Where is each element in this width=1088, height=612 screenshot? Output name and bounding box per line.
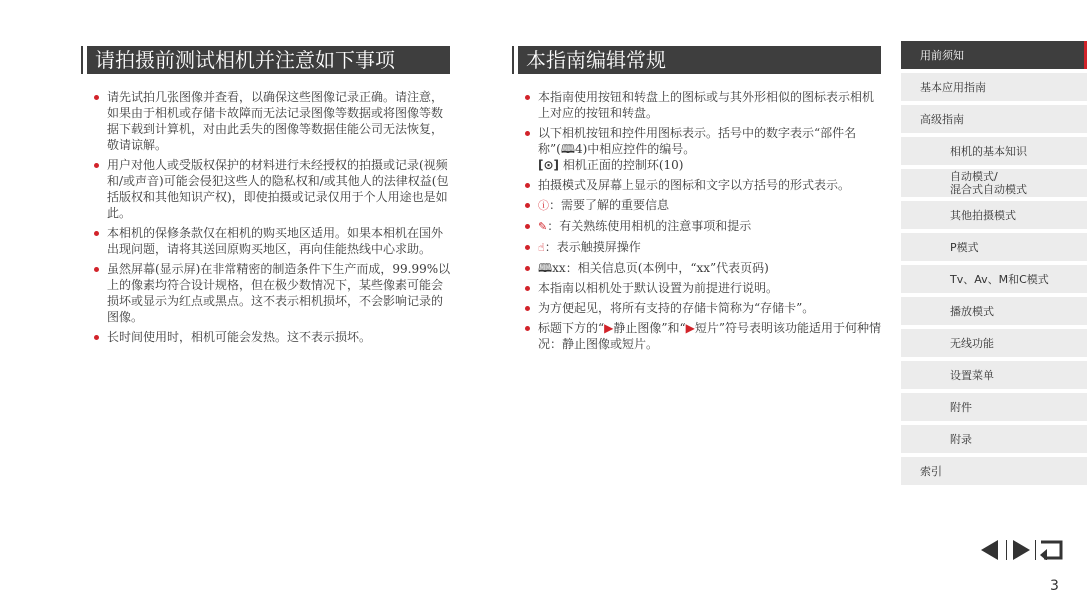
sidebar-item-basic-guide[interactable]: 基本应用指南: [901, 73, 1087, 101]
list-item: [⊙] 相机正面的控制环(10): [538, 158, 684, 172]
list-item: 标题下方的“▶静止图像”和“▶短片”符号表明该功能适用于何种情况：静止图像或短片。: [523, 320, 883, 352]
control-ring-icon: ⊙: [543, 158, 554, 172]
sidebar-item-tv-av-m-c-modes[interactable]: Tv、Av、M和C模式: [901, 265, 1087, 293]
movie-marker-icon: ▶: [685, 321, 695, 335]
arrow-right-icon: [1013, 540, 1030, 560]
list-item: 🕮xx：相关信息页(本例中，“xx”代表页码): [523, 260, 883, 276]
list-item: ☝：表示触摸屏操作: [523, 239, 883, 256]
list-item: 本指南以相机处于默认设置为前提进行说明。: [523, 280, 883, 296]
nav-divider: [1035, 540, 1036, 560]
list-item: 为方便起见，将所有支持的存储卡简称为“存储卡”。: [523, 300, 883, 316]
touch-icon: ☝: [538, 241, 545, 254]
page-number: 3: [1050, 578, 1059, 594]
sidebar-item-advanced-guide[interactable]: 高级指南: [901, 105, 1087, 133]
list-item: 虽然屏幕(显示屏)在非常精密的制造条件下生产而成，99.99%以上的像素均符合设计规格，但在极少数情况下，某些像素可能会损坏或显示为红点或黑点。这不表示相机损坏，不会影响记录的图像。: [92, 261, 454, 325]
list-item: 请先试拍几张图像并查看，以确保这些图像记录正确。请注意，如果由于相机或存储卡故障而无法记录图像等数据或将图像等数据下载到计算机，对由此丢失的图像等数据佳能公司无法恢复，敬请谅解。: [92, 89, 454, 153]
list-item: 用户对他人或受版权保护的材料进行未经授权的拍摄或记录(视频和/或声音)可能会侵犯这些人的隐私权和/或其他人的法律权益(包括版权和其他知识产权)，即使拍摄或记录仅用于个人用途也是如此。: [92, 157, 454, 221]
sidebar-item-p-mode[interactable]: P模式: [901, 233, 1087, 261]
sidebar-item-playback-mode[interactable]: 播放模式: [901, 297, 1087, 325]
nav-divider: [1006, 540, 1007, 560]
sidebar-item-other-shooting-modes[interactable]: 其他拍摄模式: [901, 201, 1087, 229]
list-item: 拍摄模式及屏幕上显示的图标和文字以方括号的形式表示。: [523, 177, 883, 193]
return-icon: [1038, 540, 1064, 560]
book-icon: 🕮: [538, 261, 553, 275]
list-item: ⓘ：需要了解的重要信息: [523, 197, 883, 214]
list-item: 长时间使用时，相机可能会发热。这不表示损坏。: [92, 329, 454, 345]
sidebar-item-accessories[interactable]: 附件: [901, 393, 1087, 421]
previous-page-button[interactable]: [981, 540, 998, 560]
next-page-button[interactable]: [1013, 540, 1030, 560]
sidebar-item-index[interactable]: 索引: [901, 457, 1087, 485]
sidebar-item-auto-mode[interactable]: 自动模式/ 混合式自动模式: [901, 169, 1087, 197]
sidebar-item-appendix[interactable]: 附录: [901, 425, 1087, 453]
sidebar-item-before-use[interactable]: 用前须知: [901, 41, 1087, 69]
still-image-marker-icon: ▶: [604, 321, 614, 335]
pencil-icon: ✎: [538, 220, 548, 233]
sidebar-item-camera-basics[interactable]: 相机的基本知识: [901, 137, 1087, 165]
book-icon: 🕮: [560, 142, 575, 156]
section-title-conventions: 本指南编辑常规: [515, 46, 881, 74]
important-icon: ⓘ: [538, 199, 549, 212]
section-title-precautions: 请拍摄前测试相机并注意如下事项: [84, 46, 450, 74]
precautions-list: [92, 89, 454, 349]
sidebar-item-setting-menu[interactable]: 设置菜单: [901, 361, 1087, 389]
list-item: 本指南使用按钮和转盘上的图标或与其外形相似的图标表示相机上对应的按钮和转盘。: [523, 89, 883, 121]
return-button[interactable]: [1038, 540, 1064, 560]
list-item: 以下相机按钮和控件用图标表示。括号中的数字表示“部件名称”(🕮4)中相应控件的编号。: [523, 125, 883, 157]
list-item: ✎：有关熟练使用相机的注意事项和提示: [523, 218, 883, 235]
sidebar-item-wireless[interactable]: 无线功能: [901, 329, 1087, 357]
conventions-list: [523, 89, 883, 356]
list-item: 本相机的保修条款仅在相机的购买地区适用。如果本相机在国外出现问题，请将其送回原购买地区，再向佳能热线中心求助。: [92, 225, 454, 257]
arrow-left-icon: [981, 540, 998, 560]
